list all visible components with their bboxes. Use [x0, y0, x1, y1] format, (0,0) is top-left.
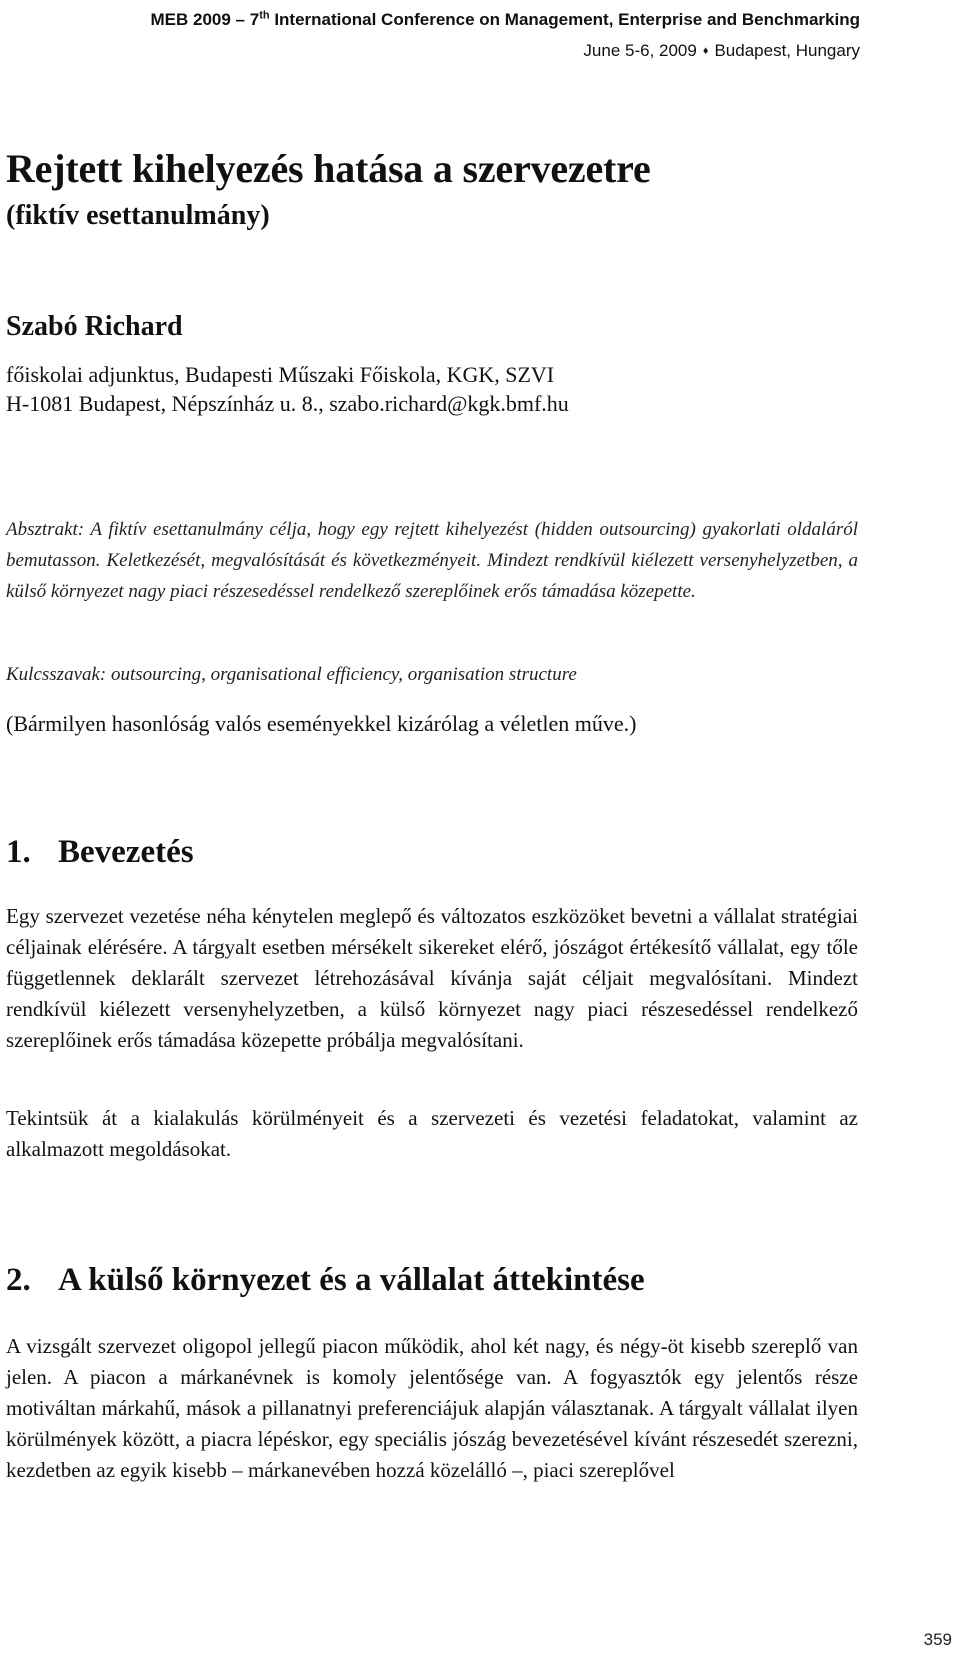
page-number: 359	[923, 1630, 952, 1649]
disclaimer: (Bármilyen hasonlóság valós eseményekkel kizárólag a véletlen műve.)	[6, 711, 637, 736]
conference-date: June 5-6, 2009	[583, 41, 697, 60]
author-address: H-1081 Budapest, Népszínház u. 8., szabo.richard@kgk.bmf.hu	[6, 391, 569, 416]
section-number: 1.	[6, 834, 31, 870]
section-heading-introduction	[6, 832, 194, 872]
paper-title: Rejtett kihelyezés hatása a szervezetre	[6, 146, 651, 191]
section-heading-environment	[6, 1260, 645, 1300]
ordinal-suffix: th	[259, 9, 270, 22]
section-number: 2.	[6, 1262, 31, 1298]
section-title: A külső környezet és a vállalat áttekintése	[58, 1262, 645, 1298]
conference-name: MEB 2009 – 7	[150, 10, 260, 29]
conference-location: Budapest, Hungary	[714, 41, 860, 60]
author-name: Szabó Richard	[6, 311, 183, 342]
body-paragraph: Tekintsük át a kialakulás körülményeit és a szervezeti és vezetési feladatokat, valamint az alkalmazott megoldásokat.	[6, 1106, 858, 1161]
section-title: Bevezetés	[58, 834, 194, 870]
author-affiliation-block	[6, 360, 569, 418]
body-paragraph: A vizsgált szervezet oligopol jellegű piacon működik, ahol két nagy, és négy-öt kisebb szereplő van jelen. A piacon a márkanévnek is komoly jelentősége van. A fogyasztók egy jelentős része motiváltan márkahű, mások a pillanatnyi preferenciájuk alapján választanak. A tárgyalt vállalat ilyen körülmények között, a piacra lépéskor, egy speciális jószág bevezetésével kívánt részesedét szerezni, kezdetben az egyik kisebb – márkanevében hozzá közelálló –, piaci szereplővel	[6, 1334, 858, 1482]
paper-subtitle: (fiktív esettanulmány)	[6, 200, 270, 231]
author-affiliation: főiskolai adjunktus, Budapesti Műszaki Főiskola, KGK, SZVI	[6, 362, 555, 387]
keywords: Kulcsszavak: outsourcing, organisational efficiency, organisation structure	[6, 664, 577, 685]
page-header	[151, 4, 860, 69]
diamond-separator-icon: ♦	[702, 45, 709, 57]
conference-name-rest: International Conference on Management, Enterprise and Benchmarking	[269, 10, 860, 29]
conference-date-location	[151, 35, 860, 69]
conference-title	[151, 4, 860, 35]
abstract: Absztrakt: A fiktív esettanulmány célja, hogy egy rejtett kihelyezést (hidden outsourcing) gyakorlati oldaláról bemutasson. Keletkezését, megvalósítását és következményeit. Mindezt rendkívül kiélezett versenyhelyzetben, a külső környezet nagy piaci részesedéssel rendelkező szereplőinek erős támadása közepette.	[6, 519, 858, 602]
body-paragraph: Egy szervezet vezetése néha kénytelen meglepő és változatos eszközöket bevetni a vállalat stratégiai céljainak elérésére. A tárgyalt esetben mérsékelt sikereket elérő, jószágot értékesítő vállalat, egy tőle függetlennek deklarált szervezet létrehozásával kívánja saját céljait megvalósítani. Mindezt rendkívül kiélezett versenyhelyzetben, a külső környezet nagy piaci részesedéssel rendelkező szereplőinek erős támadása közepette próbálja megvalósítani.	[6, 904, 858, 1052]
